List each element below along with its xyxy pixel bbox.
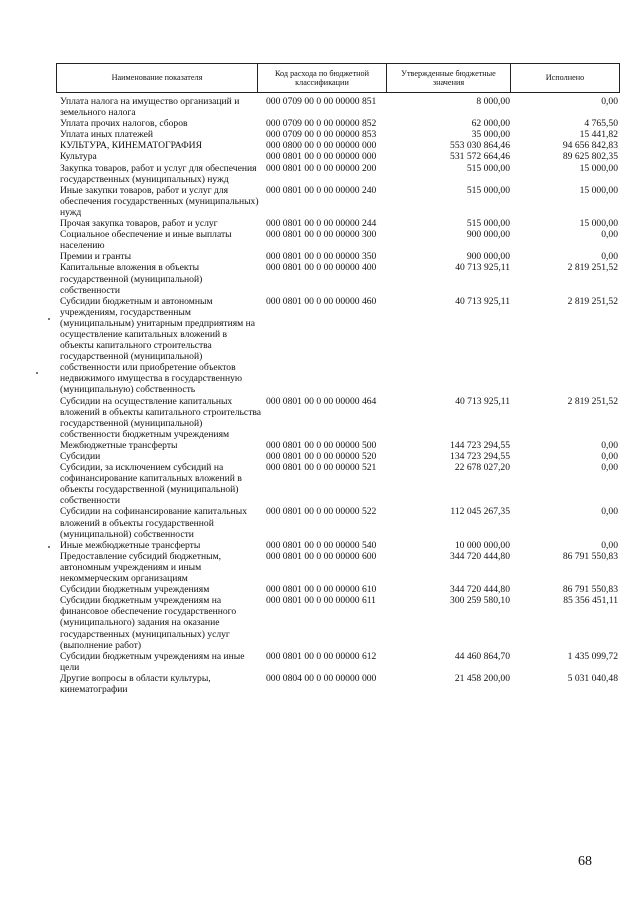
row-code: 000 0801 00 0 00 00000 460 bbox=[266, 295, 377, 307]
row-executed: 86 791 550,83 bbox=[562, 584, 618, 596]
table-body bbox=[60, 96, 620, 695]
row-code: 000 0709 00 0 00 00000 853 bbox=[266, 129, 377, 141]
row-approved: 344 720 444,80 bbox=[450, 584, 510, 596]
table-row bbox=[60, 673, 620, 695]
row-approved: 515 000,00 bbox=[466, 184, 510, 196]
row-executed: 89 625 802,35 bbox=[562, 151, 618, 163]
table-row bbox=[60, 262, 620, 295]
row-approved: 44 460 864,70 bbox=[454, 650, 510, 662]
row-approved: 21 458 200,00 bbox=[454, 672, 510, 684]
row-code: 000 0801 00 0 00 00000 500 bbox=[266, 439, 377, 451]
row-approved: 40 713 925,11 bbox=[455, 262, 510, 274]
row-code: 000 0801 00 0 00 00000 600 bbox=[266, 550, 377, 562]
row-code: 000 0801 00 0 00 00000 240 bbox=[266, 184, 377, 196]
row-approved: 40 713 925,11 bbox=[455, 295, 510, 307]
table-row bbox=[60, 140, 620, 151]
row-approved: 112 045 267,35 bbox=[450, 506, 510, 518]
row-executed: 0,00 bbox=[601, 462, 618, 474]
row-executed: 0,00 bbox=[601, 96, 618, 107]
row-name: Субсидии бюджетным и автономным учреждениям, государственным (муниципальным) унитарным предприятиям на осуществление капитальных вложений в объекты капитального строительства государственной (муниципальной) собственности или приобретение объектов недвижимого имущества в государственную (муниципальную) собственность bbox=[60, 295, 255, 396]
row-name: Другие вопросы в области культуры, кинематографии bbox=[60, 672, 211, 695]
row-name: Уплата иных платежей bbox=[60, 129, 154, 141]
row-approved: 531 572 664,46 bbox=[450, 151, 510, 163]
scan-speck bbox=[36, 372, 38, 374]
page-number: 68 bbox=[578, 854, 592, 869]
row-name: Иные межбюджетные трансферты bbox=[60, 539, 201, 551]
scan-speck bbox=[48, 546, 50, 548]
row-code: 000 0801 00 0 00 00000 200 bbox=[266, 162, 377, 174]
row-approved: 35 000,00 bbox=[471, 129, 510, 141]
row-approved: 900 000,00 bbox=[466, 251, 510, 263]
row-name: Культура bbox=[60, 151, 97, 163]
table-row bbox=[60, 462, 620, 506]
row-name: Субсидии бюджетным учреждениям на иные цели bbox=[60, 650, 245, 673]
row-code: 000 0801 00 0 00 00000 540 bbox=[266, 539, 377, 551]
row-approved: 515 000,00 bbox=[466, 162, 510, 174]
header-approved: Утвержденные бюджетные значения bbox=[387, 64, 511, 92]
row-code: 000 0801 00 0 00 00000 610 bbox=[266, 584, 377, 596]
header-executed: Исполнено bbox=[545, 73, 585, 83]
table-row bbox=[60, 651, 620, 673]
row-name: Субсидии бюджетным учреждениям на финансовое обеспечение государственного (муниципального) задания на оказание государственных (муниципальных) услуг (выполнение работ) bbox=[60, 595, 237, 651]
row-executed: 2 819 251,52 bbox=[567, 295, 618, 307]
table-row bbox=[60, 129, 620, 140]
row-approved: 553 030 864,46 bbox=[450, 140, 510, 152]
table-row bbox=[60, 396, 620, 440]
row-executed: 4 765,50 bbox=[584, 118, 618, 130]
row-executed: 86 791 550,83 bbox=[562, 550, 618, 562]
row-approved: 62 000,00 bbox=[471, 118, 510, 130]
header-code: Код расхода по бюджетной классификации bbox=[258, 64, 387, 92]
table-row bbox=[60, 440, 620, 451]
row-approved: 40 713 925,11 bbox=[455, 395, 510, 407]
table-row bbox=[60, 218, 620, 229]
row-executed: 0,00 bbox=[601, 506, 618, 518]
table-row bbox=[60, 163, 620, 185]
row-name: Премии и гранты bbox=[60, 251, 132, 263]
table-row bbox=[60, 296, 620, 396]
table-row bbox=[60, 229, 620, 251]
row-executed: 0,00 bbox=[601, 451, 618, 462]
row-approved: 900 000,00 bbox=[466, 229, 510, 241]
row-code: 000 0709 00 0 00 00000 851 bbox=[266, 96, 377, 107]
row-name: Субсидии bbox=[60, 451, 101, 462]
row-code: 000 0801 00 0 00 00000 400 bbox=[266, 262, 377, 274]
table-row bbox=[60, 506, 620, 539]
table-row bbox=[60, 96, 620, 118]
row-approved: 22 678 027,20 bbox=[454, 462, 510, 474]
row-code: 000 0800 00 0 00 00000 000 bbox=[266, 140, 377, 152]
row-executed: 2 819 251,52 bbox=[567, 262, 618, 274]
table-row bbox=[60, 595, 620, 650]
row-approved: 134 723 294,55 bbox=[450, 451, 510, 462]
row-approved: 10 000 000,00 bbox=[454, 539, 510, 551]
row-name: Прочая закупка товаров, работ и услуг bbox=[60, 218, 218, 230]
row-name: Субсидии на софинансирование капитальных вложений в объекты государственной (муниципальной) собственности bbox=[60, 506, 248, 540]
table-row bbox=[60, 451, 620, 462]
row-code: 000 0801 00 0 00 00000 522 bbox=[266, 506, 377, 518]
row-name: Субсидии бюджетным учреждениям bbox=[60, 584, 210, 596]
header-name: Наименование показателя bbox=[57, 64, 258, 92]
row-executed: 15 000,00 bbox=[579, 162, 618, 174]
table-header bbox=[56, 63, 620, 93]
row-code: 000 0801 00 0 00 00000 611 bbox=[266, 595, 376, 607]
row-code: 000 0801 00 0 00 00000 244 bbox=[266, 218, 377, 230]
row-executed: 15 441,82 bbox=[579, 129, 618, 141]
row-executed: 0,00 bbox=[601, 229, 618, 241]
table-row bbox=[60, 151, 620, 162]
row-executed: 15 000,00 bbox=[579, 184, 618, 196]
row-approved: 8 000,00 bbox=[476, 96, 510, 107]
row-approved: 515 000,00 bbox=[466, 218, 510, 230]
row-name: КУЛЬТУРА, КИНЕМАТОГРАФИЯ bbox=[60, 140, 202, 152]
table-row bbox=[60, 185, 620, 218]
row-code: 000 0801 00 0 00 00000 612 bbox=[266, 650, 377, 662]
row-code: 000 0801 00 0 00 00000 300 bbox=[266, 229, 377, 241]
row-executed: 15 000,00 bbox=[579, 218, 618, 230]
row-name: Межбюджетные трансферты bbox=[60, 439, 178, 451]
row-code: 000 0709 00 0 00 00000 852 bbox=[266, 118, 377, 130]
row-name: Уплата налога на имущество организаций и земельного налога bbox=[60, 96, 240, 119]
row-executed: 94 656 842,83 bbox=[562, 140, 618, 152]
table-row bbox=[60, 251, 620, 262]
row-code: 000 0801 00 0 00 00000 350 bbox=[266, 251, 377, 263]
row-executed: 0,00 bbox=[601, 539, 618, 551]
row-code: 000 0801 00 0 00 00000 000 bbox=[266, 151, 377, 163]
row-name: Социальное обеспечение и иные выплаты населению bbox=[60, 229, 232, 252]
row-name: Уплата прочих налогов, сборов bbox=[60, 118, 188, 130]
row-code: 000 0801 00 0 00 00000 520 bbox=[266, 451, 377, 462]
row-name: Капитальные вложения в объекты государственной (муниципальной) собственности bbox=[60, 262, 203, 296]
row-approved: 144 723 294,55 bbox=[450, 439, 510, 451]
row-code: 000 0804 00 0 00 00000 000 bbox=[266, 672, 377, 684]
row-name: Предоставление субсидий бюджетным, автономным учреждениям и иным некоммерческим организациям bbox=[60, 550, 222, 585]
row-name: Субсидии, за исключением субсидий на софинансирование капитальных вложений в объекты государственной (муниципальной) собственности bbox=[60, 462, 242, 507]
row-name: Закупка товаров, работ и услуг для обеспечения государственных (муниципальных) нужд bbox=[60, 162, 257, 185]
row-code: 000 0801 00 0 00 00000 521 bbox=[266, 462, 377, 474]
row-executed: 0,00 bbox=[601, 251, 618, 263]
row-name: Субсидии на осуществление капитальных вложений в объекты капитального строительства государственной (муниципальной) собственности бюджетным учреждениям bbox=[60, 395, 262, 440]
row-name: Иные закупки товаров, работ и услуг для обеспечения государственных (муниципальных) нужд bbox=[60, 184, 259, 218]
table-row bbox=[60, 584, 620, 595]
row-approved: 300 259 580,10 bbox=[450, 595, 510, 607]
row-executed: 85 356 451,11 bbox=[563, 595, 618, 607]
row-code: 000 0801 00 0 00 00000 464 bbox=[266, 395, 377, 407]
row-executed: 0,00 bbox=[601, 439, 618, 451]
table-row bbox=[60, 540, 620, 551]
row-executed: 1 435 099,72 bbox=[567, 650, 618, 662]
row-executed: 5 031 040,48 bbox=[567, 672, 618, 684]
scan-speck bbox=[48, 318, 50, 320]
row-approved: 344 720 444,80 bbox=[450, 550, 510, 562]
row-executed: 2 819 251,52 bbox=[567, 395, 618, 407]
table-row bbox=[60, 118, 620, 129]
table-row bbox=[60, 551, 620, 584]
